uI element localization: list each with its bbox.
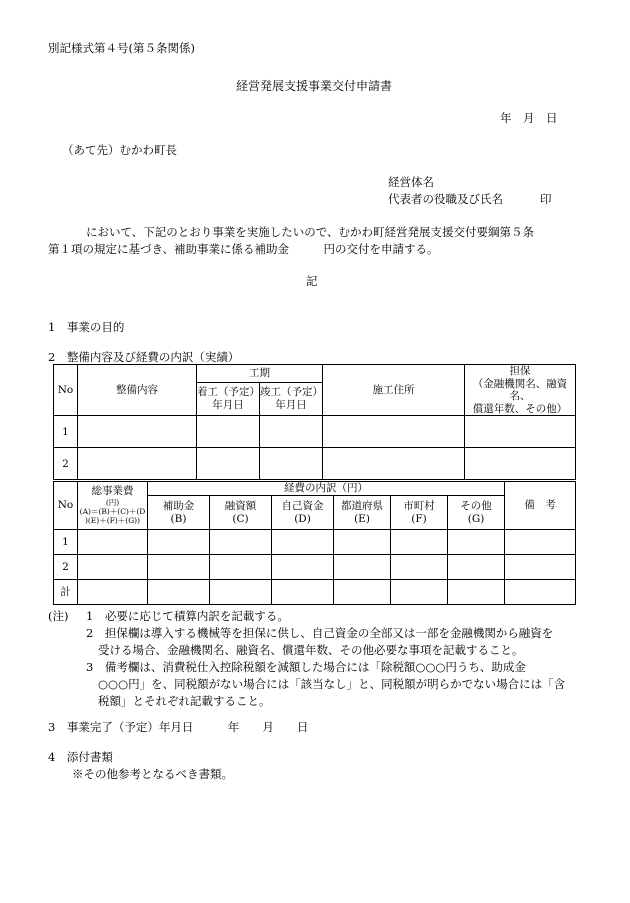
cell <box>197 416 260 448</box>
note-3c: 税額」とそれぞれ記載すること。 <box>98 694 271 708</box>
cell <box>210 580 272 605</box>
applicant-org-label: 経営体名 <box>388 175 434 189</box>
form-number: 別記様式第４号(第５条関係) <box>48 41 195 55</box>
body-text-line1: において、下記のとおり事業を実施したいので、むかわ町経営発展支援交付要綱第５条 <box>86 225 535 239</box>
table-row-total <box>54 580 576 605</box>
row-number: 1 <box>54 530 78 555</box>
loan-code: (C) <box>232 512 249 525</box>
cell <box>272 580 334 605</box>
cell <box>148 580 210 605</box>
row-number: 2 <box>54 448 78 480</box>
subsidy-label: 補助金 <box>162 499 195 512</box>
note-2a: 2 担保欄は導入する機械等を担保に供し、自己資金の全部又は一部を金融機関から融資を <box>86 626 554 640</box>
end-sub: 年月日 <box>275 398 307 411</box>
cell <box>148 555 210 580</box>
row-number: 1 <box>54 416 78 448</box>
table-row <box>54 530 576 555</box>
own-label: 自己資金 <box>281 499 324 512</box>
col-pref <box>334 496 391 530</box>
col-end <box>260 382 323 416</box>
cell <box>334 580 391 605</box>
work-content-table <box>53 364 576 480</box>
col-no: No <box>54 482 78 530</box>
start-label: 着工（予定） <box>197 386 260 399</box>
total-unit: (円) <box>105 497 120 507</box>
section-4-item: ※その他参考となるべき書類。 <box>72 767 233 781</box>
cell <box>78 580 148 605</box>
col-own <box>272 496 334 530</box>
note-2b: 受ける場合、金融機関名、融資名、償還年数、その他必要な事項を記載すること。 <box>98 643 524 657</box>
pref-label: 都道府県 <box>341 499 383 512</box>
section-3-heading: 3 事業完了（予定）年月日 年 月 日 <box>48 720 309 734</box>
pref-code: (E) <box>354 512 370 525</box>
col-no: No <box>54 365 78 416</box>
cell <box>78 530 148 555</box>
section-1-heading: 1 事業の目的 <box>48 320 125 334</box>
cell <box>391 580 448 605</box>
col-collateral <box>465 365 576 416</box>
cell <box>391 530 448 555</box>
addressee: （あて先）むかわ町長 <box>62 143 177 157</box>
total-formula1: (A)＝(B)＋(C)＋(D <box>79 507 146 517</box>
muni-code: (F) <box>411 512 427 525</box>
collateral-sub2: 償還年数、その他） <box>472 402 568 415</box>
total-formula2: )(E)＋(F)＋(G)) <box>84 516 141 526</box>
cell <box>323 448 465 480</box>
row-number: 2 <box>54 555 78 580</box>
own-code: (D) <box>294 512 311 525</box>
col-content: 整備内容 <box>78 365 197 416</box>
cell <box>272 530 334 555</box>
loan-label: 融資額 <box>224 499 257 512</box>
col-start <box>197 382 260 416</box>
cell <box>448 555 505 580</box>
cell <box>323 416 465 448</box>
other-code: (G) <box>467 512 485 525</box>
cell <box>505 530 576 555</box>
ki-heading: 記 <box>306 274 318 288</box>
cell <box>505 555 576 580</box>
cell <box>197 448 260 480</box>
notes-label: (注) <box>48 609 69 623</box>
subsidy-code: (B) <box>170 512 187 525</box>
collateral-sub1: （金融機関名、融資名、 <box>472 377 568 403</box>
cell <box>505 580 576 605</box>
col-subsidy <box>148 496 210 530</box>
col-remarks: 備 考 <box>505 482 576 530</box>
date-line: 年 月 日 <box>500 111 558 125</box>
cell <box>148 530 210 555</box>
note-1: 1 必要に応じて積算内訳を記載する。 <box>86 609 289 623</box>
col-loan <box>210 496 272 530</box>
table-row <box>54 416 576 448</box>
cell <box>465 448 576 480</box>
cell <box>465 416 576 448</box>
section-4-heading: 4 添付書類 <box>48 750 113 764</box>
cell <box>78 555 148 580</box>
total-label: 総事業費 <box>91 485 134 498</box>
cost-breakdown-table <box>53 481 576 605</box>
cell <box>334 555 391 580</box>
cell <box>260 448 323 480</box>
col-muni <box>391 496 448 530</box>
collateral-title: 担保 <box>509 365 531 377</box>
cell <box>334 530 391 555</box>
muni-label: 市町村 <box>403 499 435 512</box>
col-breakdown: 経費の内訳（円） <box>148 482 505 496</box>
seal-mark: 印 <box>540 192 552 206</box>
col-period: 工期 <box>197 365 323 383</box>
table-row <box>54 448 576 480</box>
document-title: 経営発展支援事業交付申請書 <box>236 79 393 93</box>
end-label: 竣工（予定） <box>260 386 323 399</box>
cell <box>78 416 197 448</box>
cell <box>78 448 197 480</box>
cell <box>391 555 448 580</box>
cell <box>260 416 323 448</box>
cell <box>272 555 334 580</box>
start-sub: 年月日 <box>212 398 244 411</box>
cell <box>210 555 272 580</box>
other-label: その他 <box>460 499 492 512</box>
table-row <box>54 555 576 580</box>
col-other <box>448 496 505 530</box>
cell <box>448 580 505 605</box>
applicant-rep-label: 代表者の役職及び氏名 <box>388 192 503 206</box>
cell <box>210 530 272 555</box>
section-2-heading: 2 整備内容及び経費の内訳（実績） <box>48 350 240 364</box>
col-location: 施工住所 <box>323 365 465 416</box>
note-3b: ○○○円」を、同税額がない場合には「該当なし」と、同税額が明らかでない場合には「含 <box>98 677 566 691</box>
note-3a: 3 備考欄は、消費税仕入控除税額を減額した場合には「除税額○○○円うち、助成金 <box>86 660 526 674</box>
row-number: 計 <box>54 580 78 605</box>
cell <box>448 530 505 555</box>
body-text-line2: 第１項の規定に基づき、補助事業に係る補助金 円の交付を申請する。 <box>48 242 439 256</box>
col-total <box>78 482 148 530</box>
